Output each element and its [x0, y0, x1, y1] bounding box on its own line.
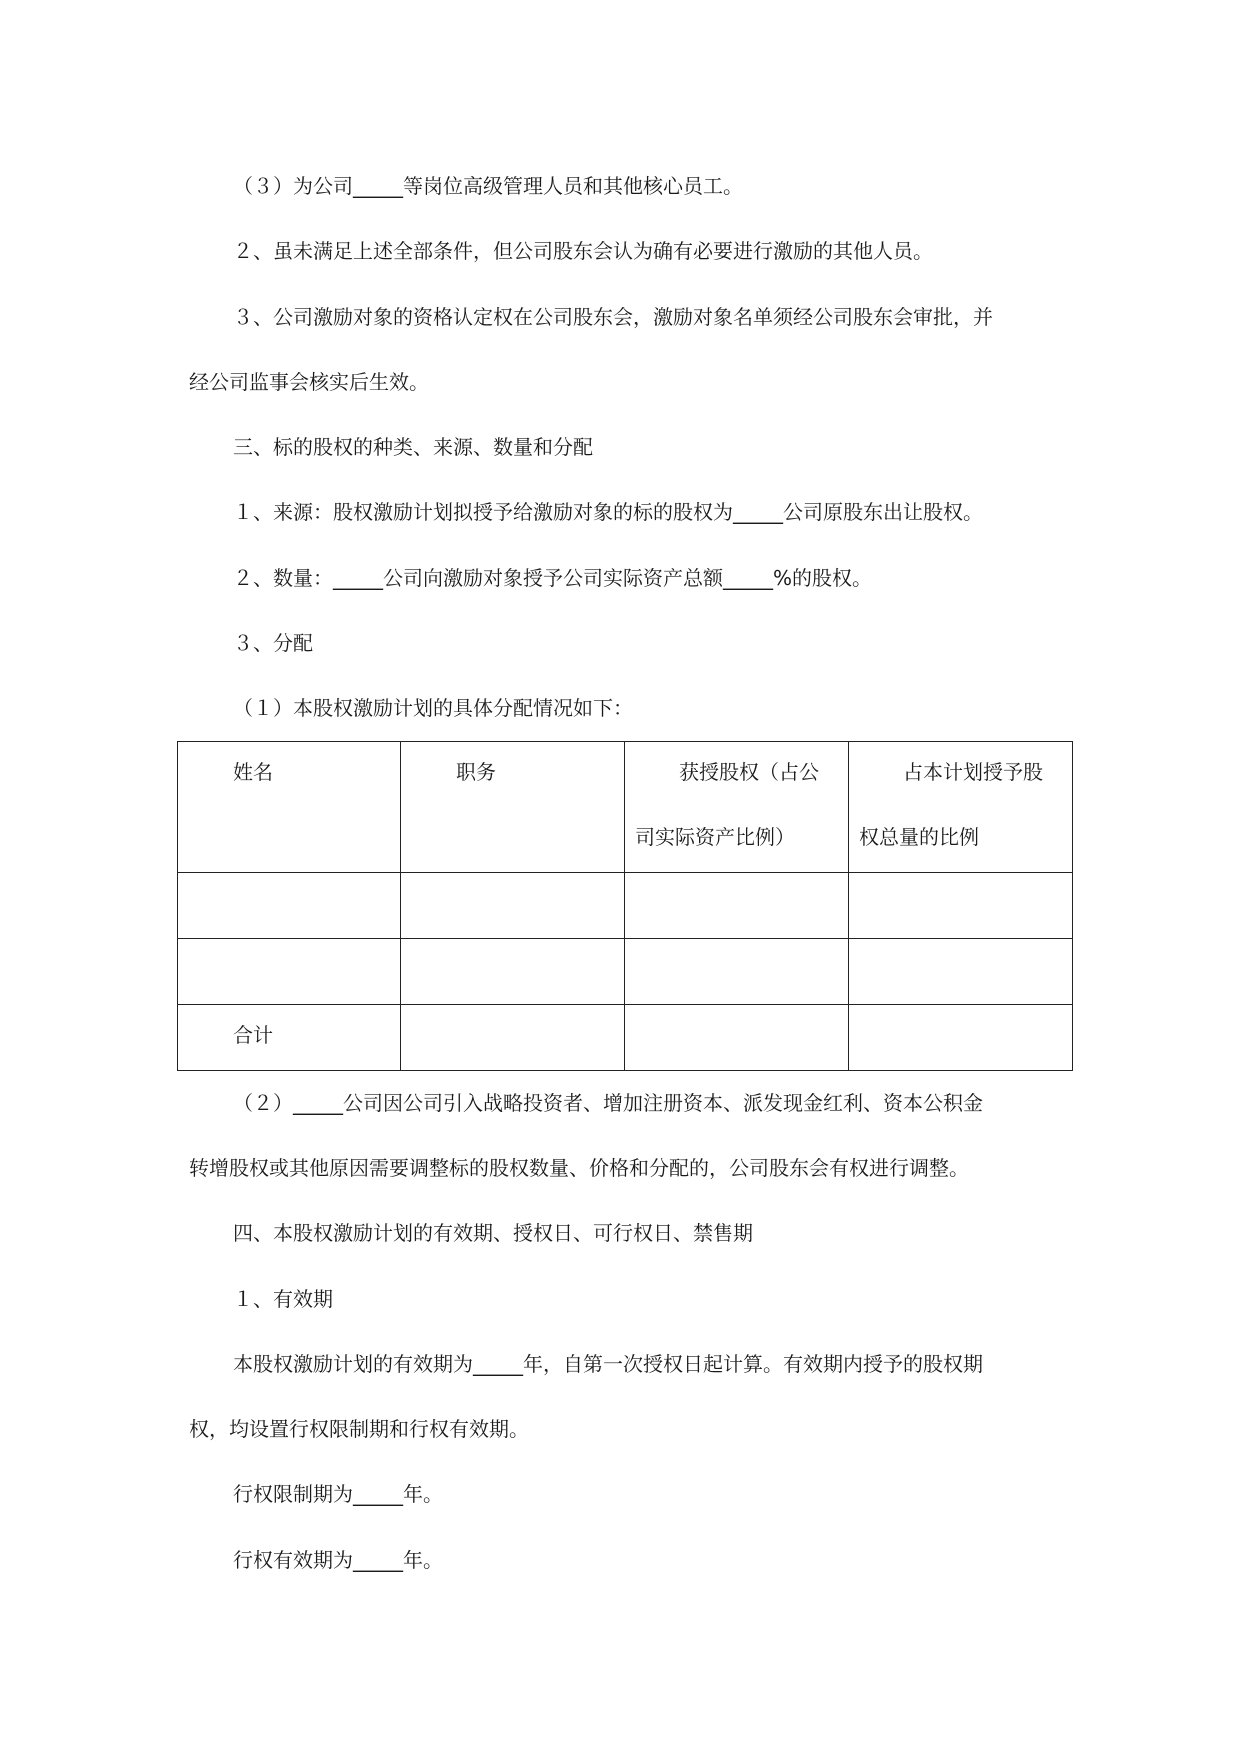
header-share-line2: 权总量的比例 [859, 825, 979, 849]
allocation-table [177, 741, 1073, 1071]
header-cell-position [401, 742, 625, 873]
paragraph-validity: １、有效期 [233, 1287, 333, 1311]
section-heading-3: 三、标的股权的种类、来源、数量和分配 [233, 435, 593, 459]
table-row [178, 939, 1073, 1005]
paragraph-allocation-2-cont: 转增股权或其他原因需要调整标的股权数量、价格和分配的，公司股东会有权进行调整。 [189, 1156, 969, 1180]
paragraph-allocation-2: （２）_____公司因公司引入战略投资者、增加注册资本、派发现金红利、资本公积金 [233, 1091, 983, 1115]
section-heading-4: 四、本股权激励计划的有效期、授权日、可行权日、禁售期 [233, 1221, 753, 1245]
header-share-line1: 占本计划授予股 [903, 760, 1043, 784]
paragraph-quantity: ２、数量：_____公司向激励对象授予公司实际资产总额_____%的股权。 [233, 566, 873, 590]
header-cell-name [178, 742, 401, 873]
paragraph-validity-period: 本股权激励计划的有效期为_____年，自第一次授权日起计算。有效期内授予的股权期 [233, 1352, 983, 1376]
table-total-row [178, 1005, 1073, 1071]
header-granted-line2: 司实际资产比例） [635, 825, 795, 849]
table-header-row [178, 742, 1073, 873]
paragraph-3-eligibility: ３、公司激励对象的资格认定权在公司股东会，激励对象名单须经公司股东会审批，并 [233, 305, 993, 329]
header-cell-granted [625, 742, 849, 873]
paragraph-allocation: ３、分配 [233, 631, 313, 655]
paragraph-restriction-period: 行权限制期为_____年。 [233, 1482, 443, 1506]
paragraph-validity-period-cont: 权，均设置行权限制期和行权有效期。 [189, 1417, 529, 1441]
header-position: 职务 [456, 760, 496, 784]
paragraph-source: １、来源：股权激励计划拟授予给激励对象的标的股权为_____公司原股东出让股权。 [233, 500, 983, 524]
total-label: 合计 [233, 1023, 273, 1047]
header-name: 姓名 [233, 760, 273, 784]
paragraph-3-eligibility-cont: 经公司监事会核实后生效。 [189, 370, 429, 394]
paragraph-2-other-persons: ２、虽未满足上述全部条件，但公司股东会认为确有必要进行激励的其他人员。 [233, 239, 933, 263]
paragraph-3-3: （３）为公司_____等岗位高级管理人员和其他核心员工。 [233, 174, 743, 198]
paragraph-allocation-1: （１）本股权激励计划的具体分配情况如下： [233, 696, 633, 720]
header-granted-line1: 获授股权（占公 [679, 760, 819, 784]
table-row [178, 873, 1073, 939]
header-cell-share [849, 742, 1073, 873]
paragraph-exercise-period: 行权有效期为_____年。 [233, 1548, 443, 1572]
